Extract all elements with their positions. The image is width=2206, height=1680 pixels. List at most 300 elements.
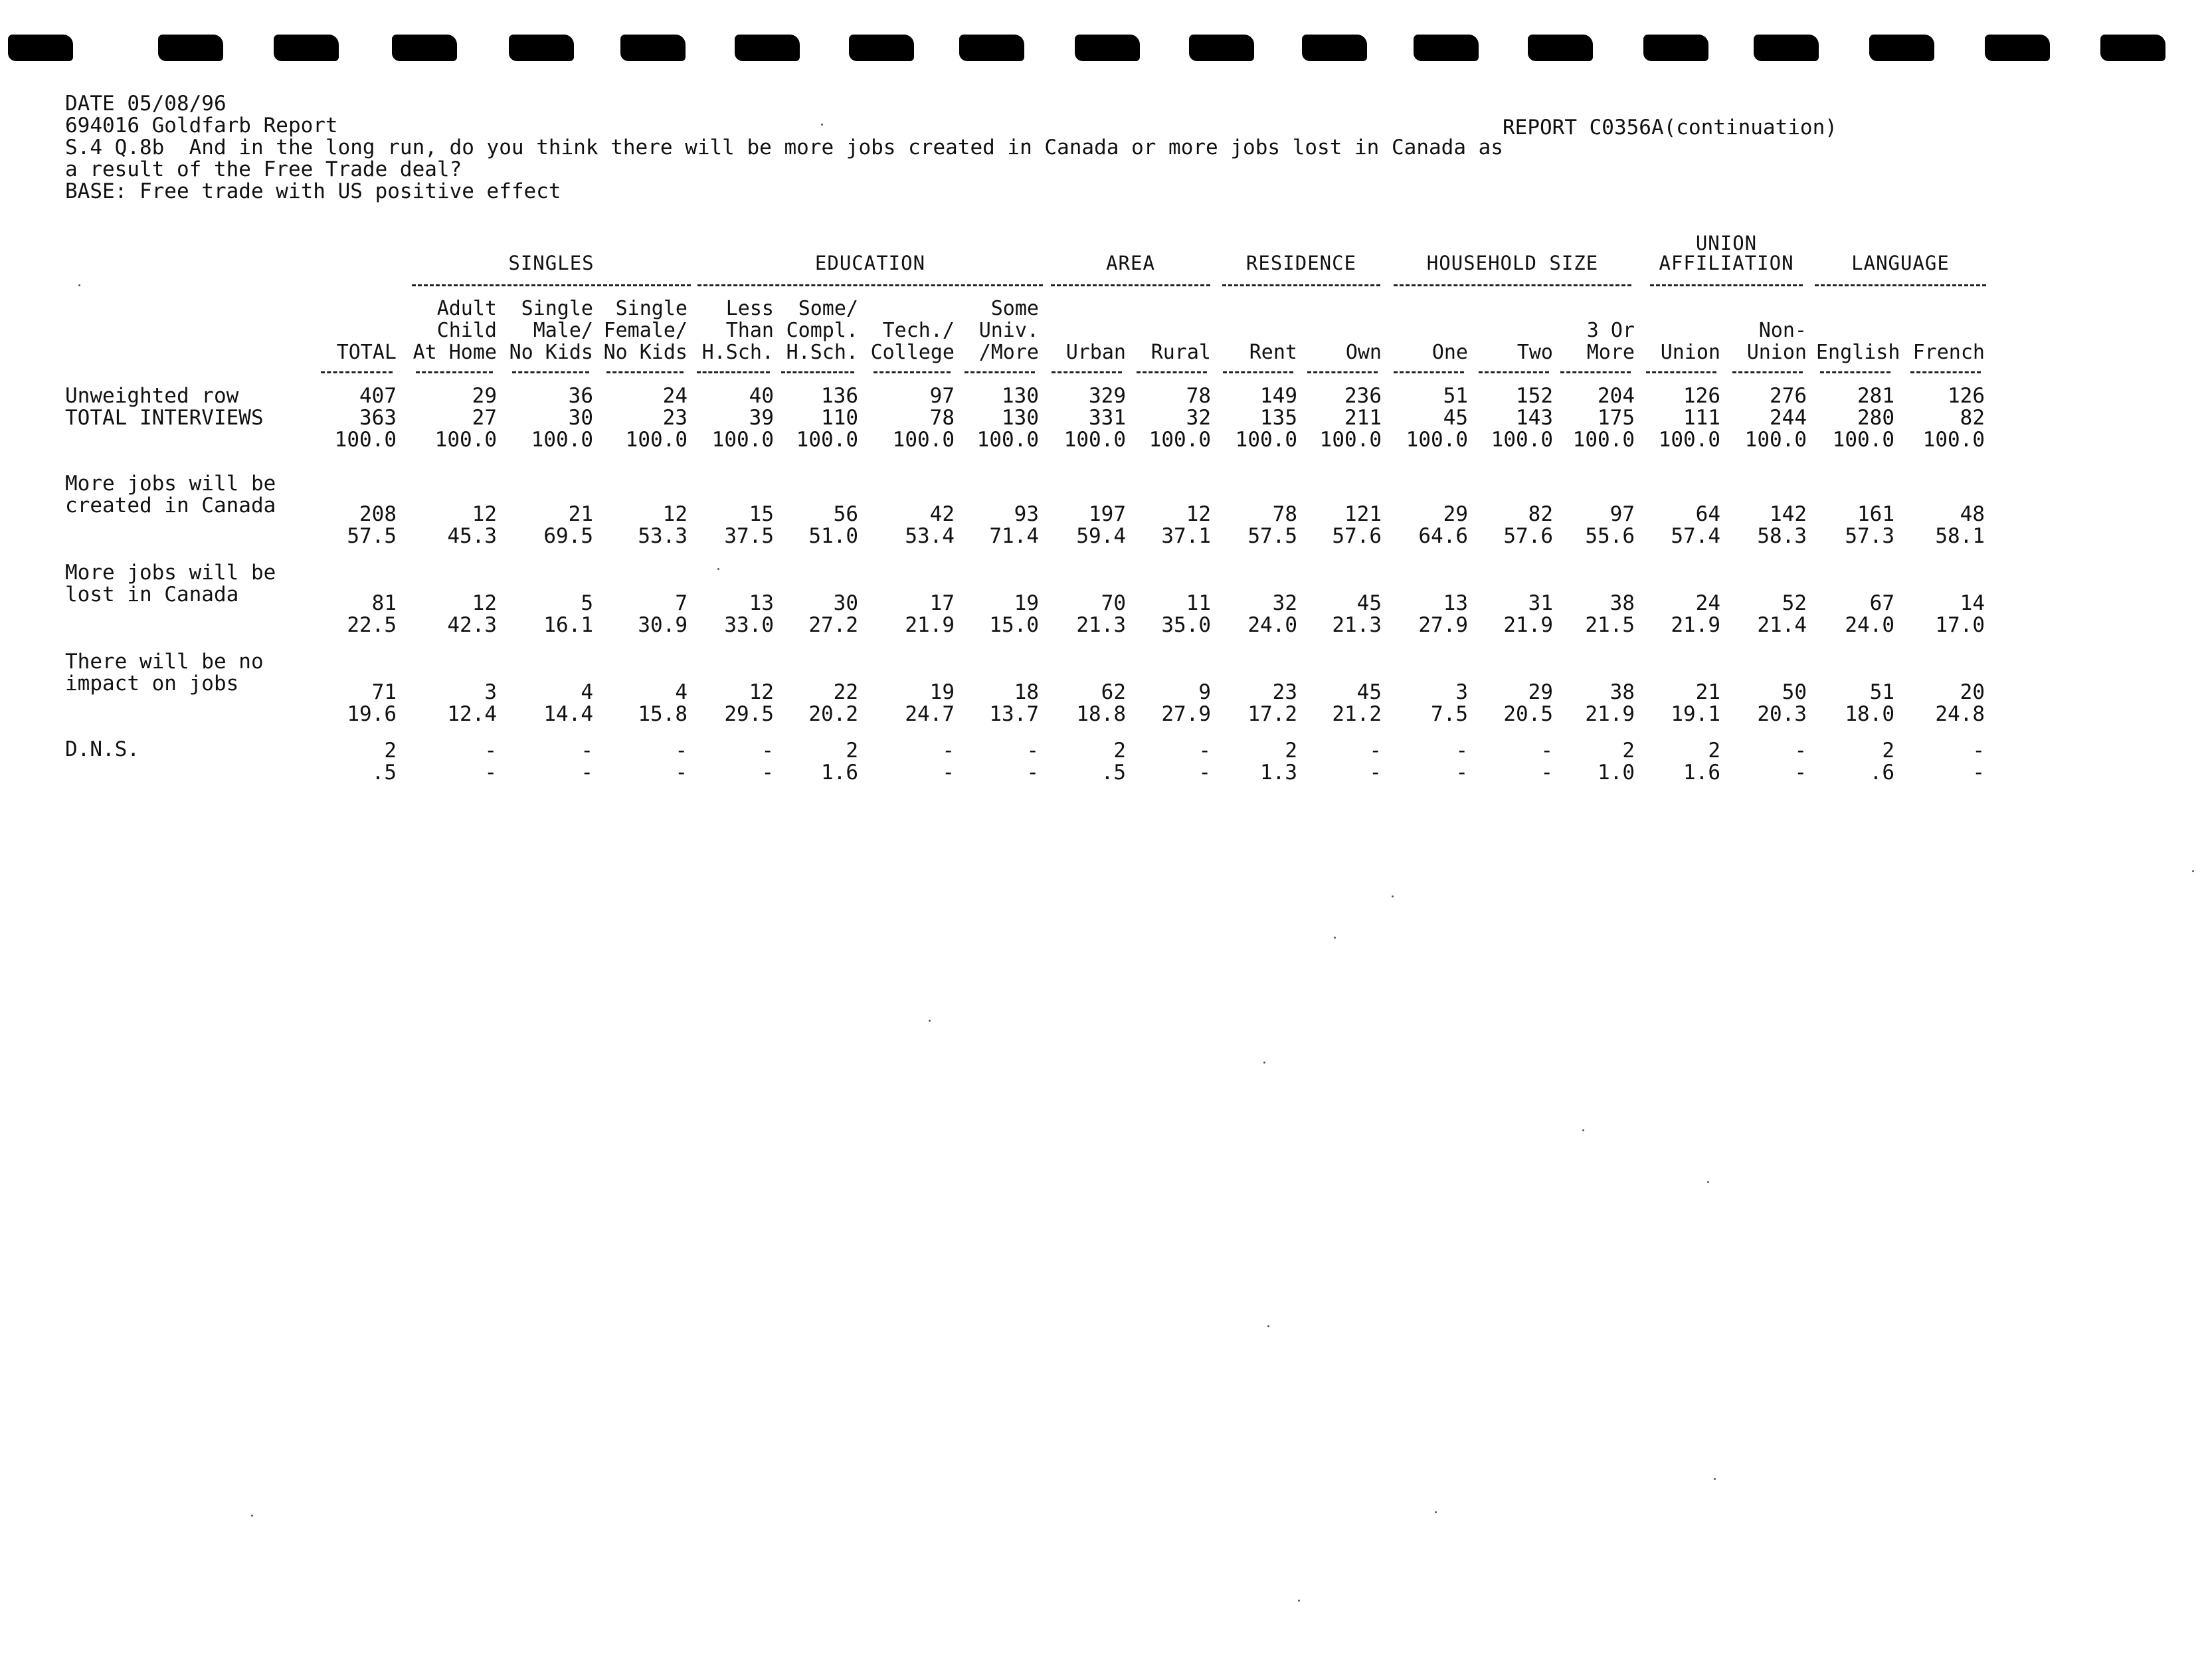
scan-speck [1392, 895, 1394, 897]
table-cell: 42.3 [447, 613, 497, 637]
table-cell: 363 [359, 406, 397, 430]
table-cell: 21 [568, 502, 593, 526]
column-header-label: No Kids [603, 341, 688, 364]
table-cell: 24.7 [905, 702, 955, 726]
table-cell: 30.9 [638, 613, 688, 637]
table-cell: 39 [749, 406, 774, 430]
table-cell: 121 [1344, 502, 1382, 526]
scan-speck [2192, 870, 2194, 872]
scan-speck [251, 1515, 253, 1517]
table-cell: 29 [1443, 502, 1468, 526]
perforation-hole [849, 35, 914, 61]
scan-speck [717, 568, 719, 570]
table-cell: 14.4 [543, 702, 593, 726]
table-cell: 33.0 [724, 613, 774, 637]
column-underline [1646, 371, 1716, 373]
table-cell: 100.0 [1491, 428, 1553, 452]
table-cell: 407 [359, 384, 397, 408]
table-cell: 37.1 [1161, 524, 1211, 548]
table-cell: 21.9 [1585, 702, 1635, 726]
column-header-label: Own [1345, 341, 1382, 364]
table-cell: 45 [1356, 591, 1382, 615]
table-cell: 13 [1443, 591, 1468, 615]
column-header-label: Female/ [603, 319, 688, 342]
table-cell: 18 [1014, 680, 1039, 704]
scan-speck [1263, 1062, 1265, 1064]
table-cell: 58.3 [1757, 524, 1807, 548]
column-header-label: Single [615, 297, 688, 320]
column-underline [606, 371, 684, 373]
table-cell: 100.0 [796, 428, 858, 452]
table-cell: 21.3 [1076, 613, 1126, 637]
table-cell: 67 [1869, 591, 1894, 615]
table-cell: - [1794, 761, 1807, 785]
table-cell: 24.0 [1845, 613, 1894, 637]
perforation-hole [2100, 35, 2165, 61]
table-cell: 7.5 [1431, 702, 1468, 726]
table-cell: - [1026, 761, 1039, 785]
table-cell: 32 [1272, 591, 1297, 615]
perforation-hole [620, 35, 686, 61]
table-cell: 55.6 [1585, 524, 1635, 548]
table-cell: 3 [1455, 680, 1468, 704]
table-cell: 11 [1186, 591, 1211, 615]
table-cell: 100.0 [1832, 428, 1894, 452]
table-cell: 100.0 [1658, 428, 1720, 452]
column-underline [697, 371, 770, 373]
table-cell: 70 [1101, 591, 1126, 615]
table-cell: 100.0 [1744, 428, 1807, 452]
table-cell: 2 [1622, 739, 1635, 763]
column-header-label: Male/ [533, 319, 593, 342]
table-cell: 208 [359, 502, 397, 526]
table-cell: 27.9 [1418, 613, 1468, 637]
table-cell: 14 [1960, 591, 1985, 615]
column-underline [1560, 371, 1631, 373]
group-underline [1815, 284, 1986, 286]
table-cell: 126 [1683, 384, 1720, 408]
table-cell: 29 [472, 384, 497, 408]
row-label: TOTAL INTERVIEWS [65, 406, 264, 430]
column-header-label: Single [521, 297, 593, 320]
table-cell: 71.4 [989, 524, 1039, 548]
table-cell: 111 [1683, 406, 1720, 430]
row-label: D.N.S. [65, 737, 139, 761]
table-cell: 197 [1089, 502, 1126, 526]
column-header-label: More [1586, 341, 1635, 364]
column-underline [1137, 371, 1207, 373]
group-header-label: HOUSEHOLD SIZE [1426, 252, 1599, 274]
column-header-label: H.Sch. [701, 341, 774, 364]
table-cell: 142 [1770, 502, 1807, 526]
table-cell: 1.3 [1260, 761, 1297, 785]
column-underline [416, 371, 493, 373]
group-header-label: UNION [1695, 232, 1758, 254]
table-cell: 2 [1882, 739, 1894, 763]
perforation-hole [158, 35, 223, 61]
group-underline [1222, 284, 1380, 286]
column-header-label: Tech./ [882, 319, 955, 342]
table-cell: 24 [1695, 591, 1720, 615]
table-cell: 21.2 [1332, 702, 1382, 726]
table-cell: 31 [1528, 591, 1553, 615]
table-cell: 100.0 [531, 428, 593, 452]
table-cell: 50 [1782, 680, 1807, 704]
table-cell: - [942, 739, 955, 763]
column-header-label: /More [978, 341, 1039, 364]
table-cell: - [1794, 739, 1807, 763]
table-cell: 13.7 [989, 702, 1039, 726]
report-name: 694016 Goldfarb Report [65, 114, 338, 138]
table-cell: .5 [371, 761, 397, 785]
row-label: created in Canada [65, 494, 276, 517]
scan-speck [821, 124, 823, 126]
report-header [65, 93, 1503, 203]
table-cell: 3 [484, 680, 497, 704]
table-cell: 45.3 [447, 524, 497, 548]
column-header-label: No Kids [509, 341, 593, 364]
table-cell: - [1026, 739, 1039, 763]
table-cell: 1.6 [821, 761, 858, 785]
table-cell: 22.5 [347, 613, 397, 637]
table-cell: 27.2 [808, 613, 858, 637]
perforation-hole [1189, 35, 1254, 61]
table-cell: 143 [1516, 406, 1553, 430]
column-underline [1479, 371, 1549, 373]
question-line-2: a result of the Free Trade deal? [65, 157, 462, 181]
scan-speck [1267, 1325, 1269, 1327]
perforation-hole [8, 35, 73, 61]
table-cell: 2 [1285, 739, 1297, 763]
table-cell: 64 [1695, 502, 1720, 526]
column-header-label: Some/ [798, 297, 858, 320]
table-cell: 57.6 [1332, 524, 1382, 548]
table-cell: 100.0 [1063, 428, 1126, 452]
table-cell: 19 [1014, 591, 1039, 615]
perforation-hole [1643, 35, 1708, 61]
table-cell: 22 [833, 680, 858, 704]
table-cell: 57.5 [1247, 524, 1297, 548]
column-underline [1820, 371, 1890, 373]
table-cell: .6 [1869, 761, 1894, 785]
group-header-label: RESIDENCE [1245, 252, 1357, 274]
column-header-label: 3 Or [1586, 319, 1635, 342]
column-underline [1394, 371, 1464, 373]
table-cell: 2 [846, 739, 858, 763]
table-cell: 45 [1443, 406, 1468, 430]
column-header-label: Adult [436, 297, 497, 320]
table-cell: 20 [1960, 680, 1985, 704]
table-cell: 276 [1770, 384, 1807, 408]
table-cell: 30 [833, 591, 858, 615]
table-cell: - [484, 739, 497, 763]
table-cell: - [1198, 739, 1211, 763]
column-underline [1052, 371, 1122, 373]
table-cell: 16.1 [543, 613, 593, 637]
table-cell: 17 [929, 591, 955, 615]
table-cell: 62 [1101, 680, 1126, 704]
column-header-label: Two [1517, 341, 1553, 364]
table-cell: 5 [581, 591, 593, 615]
table-cell: 35.0 [1161, 613, 1211, 637]
table-cell: 236 [1344, 384, 1382, 408]
table-cell: 13 [749, 591, 774, 615]
table-cell: 100.0 [434, 428, 497, 452]
table-cell: 21 [1695, 680, 1720, 704]
table-cell: - [1455, 739, 1468, 763]
table-cell: 2 [1708, 739, 1720, 763]
table-cell: 100.0 [1235, 428, 1297, 452]
table-cell: 82 [1960, 406, 1985, 430]
group-underline [412, 284, 691, 286]
report-id: REPORT C0356A(continuation) [1503, 116, 1837, 140]
column-header-label: French [1912, 341, 1985, 364]
perforation-hole [1302, 35, 1367, 61]
table-cell: 17.2 [1247, 702, 1297, 726]
table-cell: 136 [821, 384, 858, 408]
table-cell: 71 [371, 680, 397, 704]
table-cell: 100.0 [711, 428, 774, 452]
row-label: More jobs will be [65, 561, 276, 585]
table-cell: 45 [1356, 680, 1382, 704]
table-cell: 24.0 [1247, 613, 1297, 637]
table-cell: 21.5 [1585, 613, 1635, 637]
perforation-hole [1414, 35, 1479, 61]
table-cell: 36 [568, 384, 593, 408]
table-cell: 19.6 [347, 702, 397, 726]
table-cell: - [1540, 739, 1553, 763]
table-cell: 12 [662, 502, 688, 526]
table-cell: 37.5 [724, 524, 774, 548]
table-cell: 29.5 [724, 702, 774, 726]
group-underline [1051, 284, 1210, 286]
column-header-label: At Home [413, 341, 497, 364]
table-cell: 100.0 [625, 428, 688, 452]
table-cell: - [675, 761, 688, 785]
table-cell: 130 [1002, 406, 1039, 430]
table-cell: 152 [1516, 384, 1553, 408]
table-cell: - [1540, 761, 1553, 785]
table-cell: 329 [1089, 384, 1126, 408]
table-cell: 38 [1609, 591, 1635, 615]
table-cell: 281 [1857, 384, 1894, 408]
table-cell: 51 [1869, 680, 1894, 704]
perforation-hole [1869, 35, 1934, 61]
perforation-hole [274, 35, 339, 61]
table-cell: 51 [1443, 384, 1468, 408]
table-cell: - [675, 739, 688, 763]
table-cell: 57.3 [1845, 524, 1894, 548]
table-cell: 40 [749, 384, 774, 408]
table-cell: 130 [1002, 384, 1039, 408]
table-cell: 30 [568, 406, 593, 430]
column-header-label: H.Sch. [786, 341, 858, 364]
table-cell: 42 [929, 502, 955, 526]
table-cell: 64.6 [1418, 524, 1468, 548]
table-cell: 1.6 [1683, 761, 1720, 785]
table-cell: 29 [1528, 680, 1553, 704]
table-cell: 21.3 [1332, 613, 1382, 637]
table-cell: - [1369, 761, 1382, 785]
column-header-label: Than [725, 319, 774, 342]
column-header-label: Urban [1065, 341, 1126, 364]
column-header-label: Rural [1150, 341, 1211, 364]
column-header-label: Union [1746, 341, 1807, 364]
row-label: More jobs will be [65, 472, 276, 496]
table-cell: 38 [1609, 680, 1635, 704]
table-cell: 100.0 [1922, 428, 1985, 452]
table-cell: - [1972, 739, 1985, 763]
column-header-label: Child [436, 319, 497, 342]
table-cell: 100.0 [1406, 428, 1468, 452]
table-cell: 97 [1609, 502, 1635, 526]
table-cell: - [1455, 761, 1468, 785]
table-cell: 57.4 [1671, 524, 1720, 548]
column-header-label: Compl. [786, 319, 858, 342]
perforation-hole [1528, 35, 1593, 61]
perforation-hole [1985, 35, 2050, 61]
column-underline [965, 371, 1035, 373]
table-cell: 110 [821, 406, 858, 430]
table-cell: 15.0 [989, 613, 1039, 637]
table-cell: 211 [1344, 406, 1382, 430]
table-cell: - [581, 739, 593, 763]
table-cell: 20.5 [1503, 702, 1553, 726]
table-cell: 53.3 [638, 524, 688, 548]
scan-speck [929, 1020, 931, 1022]
table-cell: 19 [929, 680, 955, 704]
table-cell: 18.8 [1076, 702, 1126, 726]
table-cell: 21.4 [1757, 613, 1807, 637]
table-cell: 12 [472, 502, 497, 526]
group-header-label: SINGLES [508, 252, 595, 274]
group-underline [697, 284, 1043, 286]
table-cell: 161 [1857, 502, 1894, 526]
table-cell: 1.0 [1598, 761, 1635, 785]
scan-speck [1714, 1478, 1716, 1480]
column-underline [321, 371, 393, 373]
table-cell: 32 [1186, 406, 1211, 430]
column-header-label: One [1431, 341, 1468, 364]
table-cell: 18.0 [1845, 702, 1894, 726]
table-cell: 100.0 [1149, 428, 1211, 452]
column-header-label: TOTAL [336, 341, 397, 364]
table-cell: 24 [662, 384, 688, 408]
table-cell: 126 [1948, 384, 1985, 408]
table-cell: 78 [1186, 384, 1211, 408]
column-header-label: Non- [1758, 319, 1807, 342]
table-cell: 93 [1014, 502, 1039, 526]
table-cell: 48 [1960, 502, 1985, 526]
column-underline [781, 371, 854, 373]
report-date: DATE 05/08/96 [65, 92, 227, 116]
group-header-label: LANGUAGE [1851, 252, 1950, 274]
table-cell: 57.6 [1503, 524, 1553, 548]
table-cell: - [484, 761, 497, 785]
table-cell: 100.0 [1572, 428, 1635, 452]
scan-speck [1707, 1181, 1709, 1183]
table-cell: 82 [1528, 502, 1553, 526]
table-cell: 244 [1770, 406, 1807, 430]
table-cell: 331 [1089, 406, 1126, 430]
column-header-label: Univ. [978, 319, 1039, 342]
row-label: lost in Canada [65, 583, 239, 607]
group-underline [1394, 284, 1631, 286]
table-cell: 7 [675, 591, 688, 615]
table-cell: 78 [929, 406, 955, 430]
table-cell: 280 [1857, 406, 1894, 430]
table-cell: 21.9 [1503, 613, 1553, 637]
table-cell: - [1972, 761, 1985, 785]
table-cell: 15.8 [638, 702, 688, 726]
table-cell: 100.0 [976, 428, 1039, 452]
row-label: impact on jobs [65, 672, 239, 696]
group-header-label: AFFILIATION [1659, 252, 1794, 274]
table-cell: 21.9 [905, 613, 955, 637]
column-header-label: Some [990, 297, 1039, 320]
perforation-strip [0, 28, 2206, 68]
table-cell: 56 [833, 502, 858, 526]
table-cell: 4 [581, 680, 593, 704]
column-underline [1732, 371, 1803, 373]
group-header-label: AREA [1106, 252, 1155, 274]
table-cell: 204 [1598, 384, 1635, 408]
base-line: BASE: Free trade with US positive effect [65, 179, 561, 203]
scan-speck [78, 284, 80, 286]
table-cell: - [761, 761, 774, 785]
table-cell: 12.4 [447, 702, 497, 726]
table-cell: 12 [749, 680, 774, 704]
scan-speck [1334, 937, 1336, 939]
table-cell: 2 [384, 739, 397, 763]
perforation-hole [1075, 35, 1140, 61]
table-cell: - [1369, 739, 1382, 763]
table-cell: 20.3 [1757, 702, 1807, 726]
column-underline [512, 371, 589, 373]
column-underline [1223, 371, 1293, 373]
table-cell: 135 [1260, 406, 1297, 430]
table-cell: 97 [929, 384, 955, 408]
table-cell: 100.0 [892, 428, 955, 452]
table-cell: 175 [1598, 406, 1635, 430]
table-cell: 15 [749, 502, 774, 526]
perforation-hole [1754, 35, 1819, 61]
perforation-hole [735, 35, 800, 61]
row-label: There will be no [65, 650, 264, 674]
table-cell: 24.8 [1935, 702, 1985, 726]
perforation-hole [392, 35, 457, 61]
table-cell: 2 [1113, 739, 1126, 763]
column-underline [873, 371, 951, 373]
column-header-label: English [1816, 341, 1900, 364]
row-label: Unweighted row [65, 384, 239, 408]
column-header-label: College [870, 341, 955, 364]
table-cell: 19.1 [1671, 702, 1720, 726]
scan-speck [1435, 1511, 1437, 1513]
table-cell: 69.5 [543, 524, 593, 548]
table-cell: 81 [371, 591, 397, 615]
table-cell: 58.1 [1935, 524, 1985, 548]
table-cell: 78 [1272, 502, 1297, 526]
table-cell: .5 [1101, 761, 1126, 785]
table-cell: 17.0 [1935, 613, 1985, 637]
table-cell: - [942, 761, 955, 785]
column-header-label: Union [1660, 341, 1720, 364]
table-cell: - [581, 761, 593, 785]
column-header-label: Rent [1249, 341, 1297, 364]
table-cell: 4 [675, 680, 688, 704]
perforation-hole [959, 35, 1024, 61]
